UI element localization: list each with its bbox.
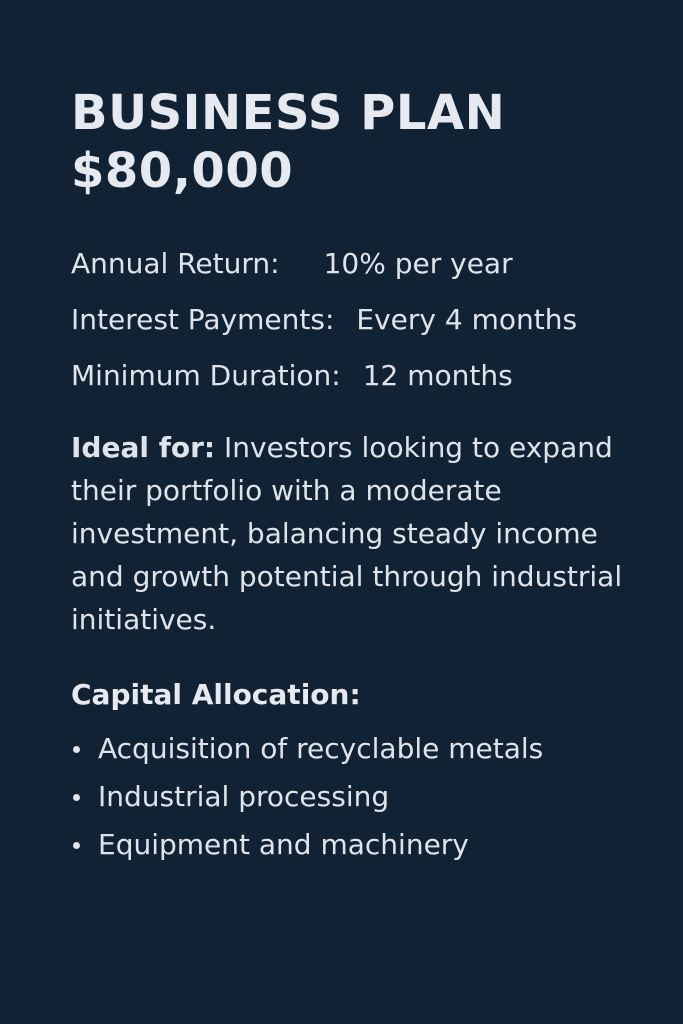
- list-item: [71, 821, 683, 869]
- list-item-text: Acquisition of recyclable metals: [98, 732, 544, 765]
- list-item: [71, 773, 683, 821]
- plan-title-amount: $80,000: [71, 143, 294, 199]
- list-item-text: Industrial processing: [98, 780, 390, 813]
- plan-title-name: BUSINESS PLAN: [71, 85, 506, 141]
- detail-minimum-duration: [71, 348, 683, 404]
- detail-value: 12 months: [362, 359, 513, 392]
- list-item: [71, 725, 683, 773]
- detail-label: Interest Payments:: [71, 303, 335, 336]
- detail-label: Annual Return:: [71, 247, 280, 280]
- plan-title: [71, 84, 683, 200]
- detail-interest-payments: [71, 292, 683, 348]
- ideal-for-label: Ideal for:: [71, 431, 216, 464]
- detail-value: Every 4 months: [356, 303, 578, 336]
- capital-allocation-list: [71, 725, 683, 869]
- bullet-icon: [73, 842, 80, 849]
- detail-annual-return: [71, 236, 683, 292]
- bullet-icon: [73, 746, 80, 753]
- capital-allocation-heading: Capital Allocation:: [71, 678, 361, 711]
- ideal-for-paragraph: [71, 426, 641, 641]
- ideal-for-text: Investors looking to expand their portfolio with a moderate investment, balancing steady income and growth potential through industrial initiatives.: [71, 431, 623, 636]
- plan-details: [71, 236, 683, 404]
- detail-value: 10% per year: [323, 247, 513, 280]
- detail-label: Minimum Duration:: [71, 359, 341, 392]
- list-item-text: Equipment and machinery: [98, 828, 469, 861]
- bullet-icon: [73, 794, 80, 801]
